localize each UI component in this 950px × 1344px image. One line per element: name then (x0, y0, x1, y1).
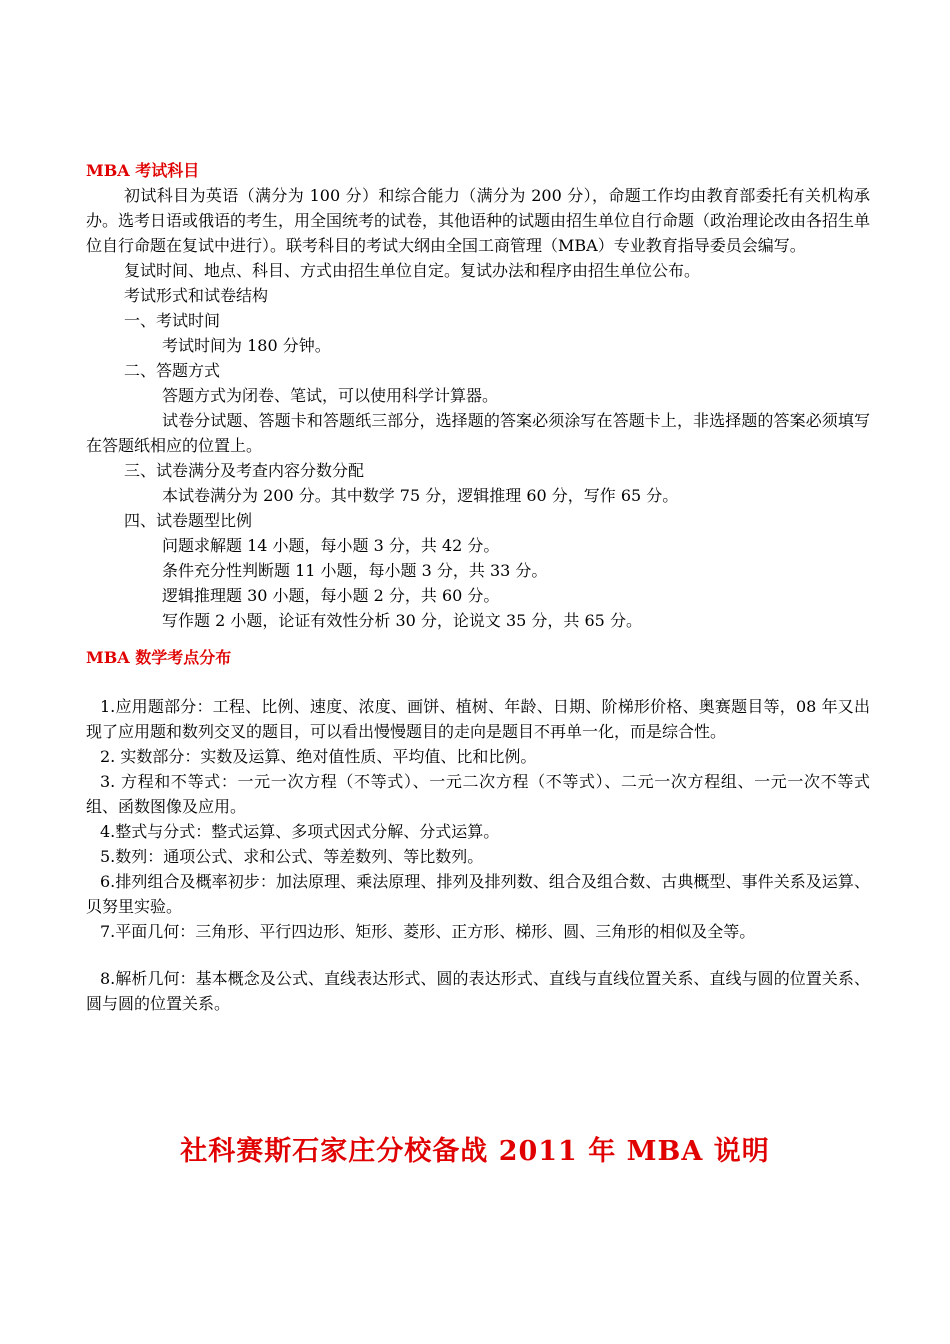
spacer (86, 633, 870, 645)
item-text-answer-sheet: 试卷分试题、答题卡和答题纸三部分，选择题的答案必须涂写在答题卡上，非选择题的答案必须填写在答题纸相应的位置上。 (86, 411, 870, 455)
paragraph-retest: 复试时间、地点、科目、方式由招生单位自定。复试办法和程序由招生单位公布。 (124, 261, 701, 280)
section-heading-math-topics: MBA 数学考点分布 (86, 648, 232, 667)
document-body (86, 158, 870, 1016)
footer-title: 社科赛斯石家庄分校备战 2011 年 MBA 说明 (180, 1136, 770, 1167)
item-title-answer-method: 二、答题方式 (124, 361, 221, 380)
math-topic-item: 6.排列组合及概率初步：加法原理、乘法原理、排列及排列数、组合及组合数、古典概型、事件关系及运算、贝努里实验。 (86, 872, 870, 916)
question-type-line: 写作题 2 小题，论证有效性分析 30 分，论说文 35 分，共 65 分。 (162, 611, 642, 630)
spacer (86, 944, 870, 966)
item-text-answer-method: 答题方式为闭卷、笔试，可以使用科学计算器。 (162, 386, 499, 405)
paragraph-exam-subjects: 初试科目为英语（满分为 100 分）和综合能力（满分为 200 分），命题工作均由教育部委托有关机构承办。选考日语或俄语的考生，用全国统考的试卷，其他语种的试题由招生单位自行命题（政治理论改由各招生单位自行命题在复试中进行）。联考科目的考试大纲由全国工商管理（MBA）专业教育指导委员会编写。 (86, 186, 871, 255)
item-title-score-distribution: 三、试卷满分及考查内容分数分配 (124, 461, 365, 480)
question-type-line: 问题求解题 14 小题，每小题 3 分，共 42 分。 (162, 536, 500, 555)
math-topic-item: 7.平面几何：三角形、平行四边形、矩形、菱形、正方形、梯形、圆、三角形的相似及全等。 (100, 922, 756, 941)
math-topic-item: 3. 方程和不等式：一元一次方程（不等式）、一元二次方程（不等式）、二元一次方程组、一元一次不等式组、函数图像及应用。 (86, 772, 870, 816)
math-topic-item: 2. 实数部分：实数及运算、绝对值性质、平均值、比和比例。 (100, 747, 537, 766)
math-topic-item: 1.应用题部分：工程、比例、速度、浓度、画饼、植树、年龄、日期、阶梯形价格、奥赛题目等，08 年又出现了应用题和数列交叉的题目，可以看出慢慢题目的走向是题目不再单一化，而是综合性。 (86, 697, 870, 741)
math-topic-item: 5.数列：通项公式、求和公式、等差数列、等比数列。 (100, 847, 484, 866)
question-type-line: 条件充分性判断题 11 小题，每小题 3 分，共 33 分。 (162, 561, 548, 580)
spacer (86, 670, 870, 694)
paragraph-exam-format: 考试形式和试卷结构 (124, 286, 269, 305)
section-heading-exam-subjects: MBA 考试科目 (86, 161, 200, 180)
item-text-score-distribution: 本试卷满分为 200 分。其中数学 75 分，逻辑推理 60 分，写作 65 分。 (162, 486, 679, 505)
question-type-line: 逻辑推理题 30 小题，每小题 2 分，共 60 分。 (162, 586, 500, 605)
item-title-question-types: 四、试卷题型比例 (124, 511, 253, 530)
item-title-exam-time: 一、考试时间 (124, 311, 221, 330)
math-topic-item: 8.解析几何：基本概念及公式、直线表达形式、圆的表达形式、直线与直线位置关系、直线与圆的位置关系、圆与圆的位置关系。 (86, 969, 870, 1013)
math-topic-item: 4.整式与分式：整式运算、多项式因式分解、分式运算。 (100, 822, 500, 841)
item-text-exam-time: 考试时间为 180 分钟。 (162, 336, 331, 355)
